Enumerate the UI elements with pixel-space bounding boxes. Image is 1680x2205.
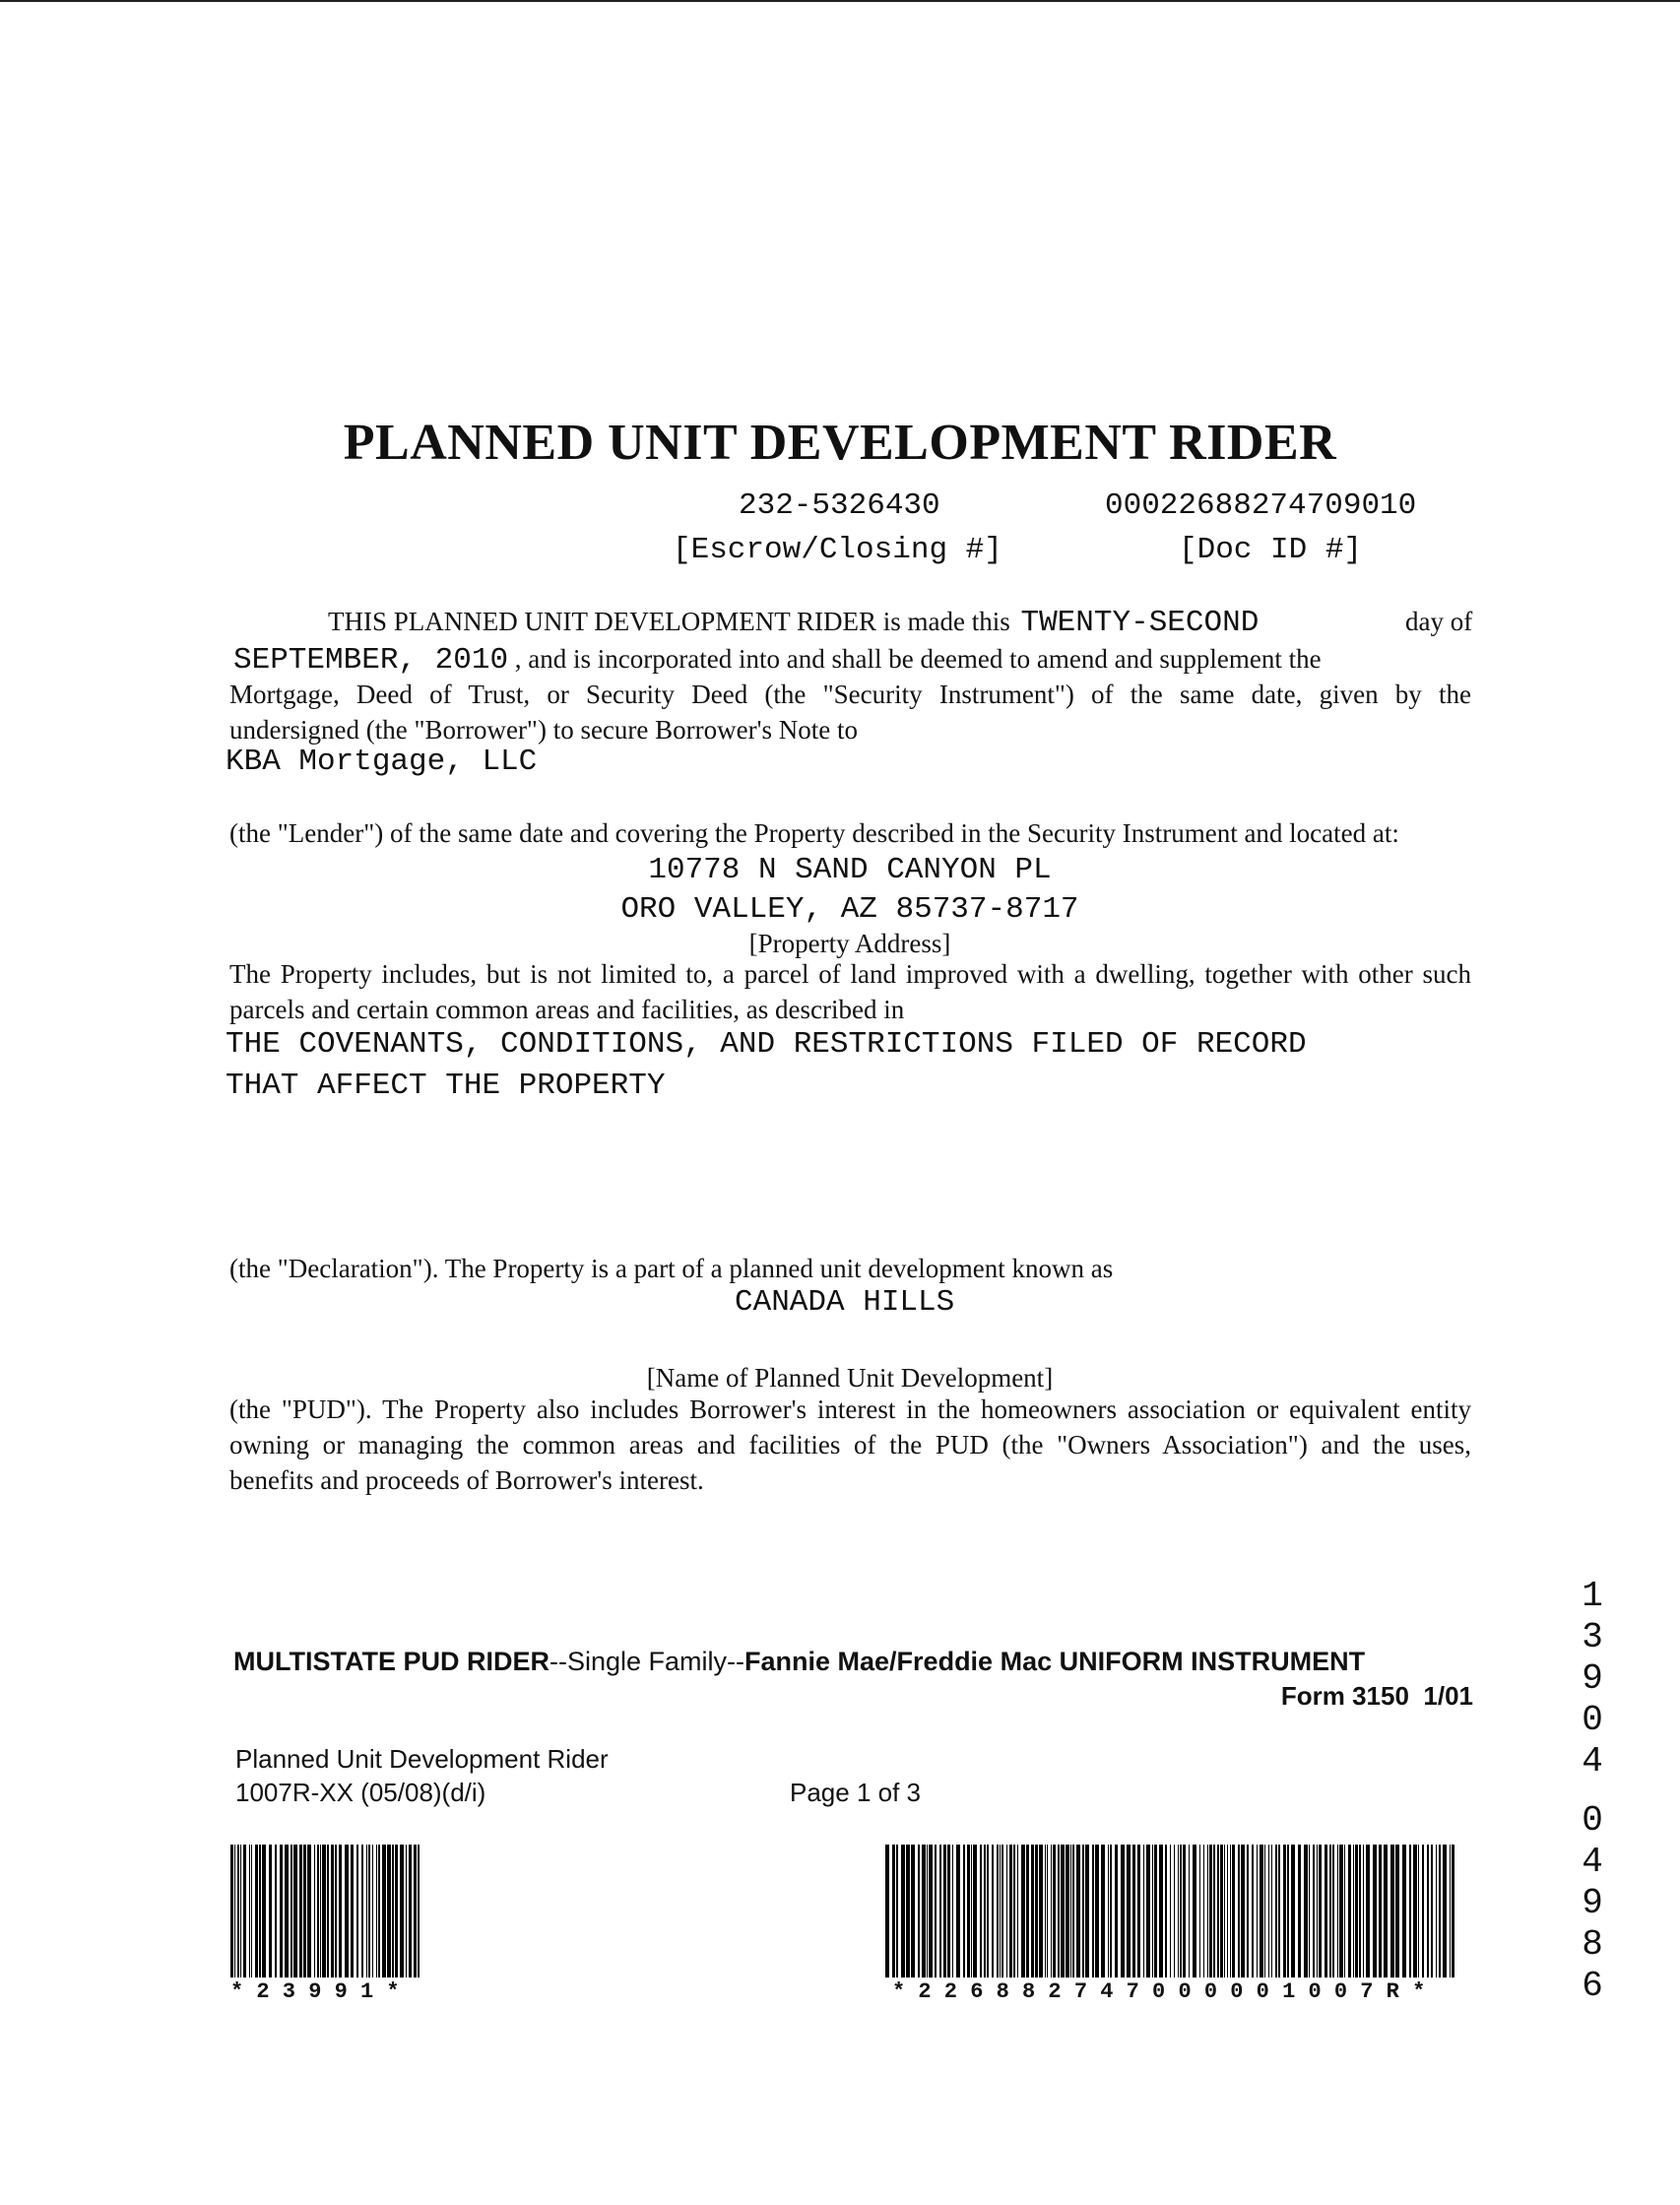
barcode-bar <box>1220 1845 1223 1978</box>
barcode-bar <box>1390 1845 1394 1978</box>
property-address-label: [Property Address] <box>748 929 951 958</box>
barcode-bar <box>262 1845 266 1978</box>
barcode-bar <box>392 1845 394 1978</box>
barcode-bar <box>1271 1845 1272 1978</box>
barcode-bar <box>1127 1845 1131 1978</box>
pud-name: CANADA HILLS <box>735 1285 955 1320</box>
barcode-bar <box>1443 1845 1447 1978</box>
barcode-bar <box>896 1845 898 1978</box>
barcode-bar <box>1339 1845 1343 1978</box>
barcode-bar <box>1165 1845 1167 1978</box>
barcode-bar <box>1264 1845 1265 1978</box>
barcode-bar <box>406 1845 407 1978</box>
barcode-bar <box>1436 1845 1437 1978</box>
barcode-bar <box>1353 1845 1354 1978</box>
barcode-bar <box>378 1845 380 1978</box>
barcode-bar <box>1146 1845 1150 1978</box>
barcode-left <box>230 1845 420 1978</box>
side-stamp-digit <box>1578 1783 1607 1800</box>
barcode-bar <box>1108 1845 1109 1978</box>
barcode-bar <box>1058 1845 1060 1978</box>
barcode-bar <box>1076 1845 1080 1978</box>
barcode-bar <box>351 1845 354 1978</box>
barcode-bar <box>1115 1845 1118 1978</box>
barcode-bar <box>1143 1845 1144 1978</box>
rider-normal: --Single Family-- <box>549 1647 745 1676</box>
barcode-bar <box>414 1845 417 1978</box>
barcode-bar <box>1366 1845 1370 1978</box>
barcode-bar <box>1039 1845 1043 1978</box>
document-title: PLANNED UNIT DEVELOPMENT RIDER <box>343 415 1337 471</box>
barcode-bar <box>992 1845 994 1978</box>
barcode-bar <box>1095 1845 1099 1978</box>
barcode-bar <box>293 1845 297 1978</box>
barcode-bar <box>1319 1845 1322 1978</box>
rider-title-line <box>233 1647 1365 1677</box>
barcode-bar <box>939 1845 941 1978</box>
barcode-bar <box>339 1845 342 1978</box>
intro-part3: , and is incorporated into and shall be deemed to amend and supplement the <box>514 644 1322 674</box>
barcode-bar <box>243 1845 246 1978</box>
side-stamp-digit: 8 <box>1582 1924 1603 1965</box>
barcode-right-text: * 2 2 6 8 8 2 7 4 7 0 0 0 0 0 1 0 0 7 R * <box>892 1979 1426 2004</box>
barcode-bar <box>997 1845 999 1978</box>
barcode-bar <box>1257 1845 1258 1978</box>
barcode-bar <box>967 1845 970 1978</box>
barcode-bar <box>1047 1845 1048 1978</box>
barcode-bar <box>322 1845 326 1978</box>
barcode-bar <box>1159 1845 1163 1978</box>
barcode-bar <box>987 1845 989 1978</box>
barcode-bar <box>320 1845 321 1978</box>
barcode-bar <box>275 1845 277 1978</box>
barcode-bar <box>980 1845 982 1978</box>
barcode-bar <box>1384 1845 1388 1978</box>
barcode-bar <box>1053 1845 1056 1978</box>
barcode-bar <box>1178 1845 1179 1978</box>
declaration-line2: THAT AFFECT THE PROPERTY <box>226 1069 666 1103</box>
barcode-bar <box>947 1845 950 1978</box>
barcode-bar <box>1230 1845 1231 1978</box>
barcode-bar <box>314 1845 315 1978</box>
barcode-bar <box>1309 1845 1310 1978</box>
barcode-bar <box>929 1845 933 1978</box>
barcode-bar <box>1232 1845 1235 1978</box>
barcode-bar <box>382 1845 386 1978</box>
side-stamp-digit: 6 <box>1582 1966 1603 2006</box>
barcode-bar <box>1035 1845 1038 1978</box>
barcode-bar <box>1045 1845 1046 1978</box>
barcode-bar <box>1291 1845 1295 1978</box>
barcode-bar <box>327 1845 329 1978</box>
intro-line2 <box>233 641 1471 679</box>
property-address-line1: 10778 N SAND CANYON PL <box>648 853 1052 887</box>
barcode-bar <box>387 1845 391 1978</box>
property-address-line2: ORO VALLEY, AZ 85737-8717 <box>620 892 1079 927</box>
barcode-bar <box>269 1845 272 1978</box>
side-stamp-digit: 1 <box>1582 1576 1603 1616</box>
barcode-bar <box>1031 1845 1034 1978</box>
side-stamp-digit: 9 <box>1582 1658 1603 1699</box>
barcode-bar <box>1174 1845 1175 1978</box>
barcode-bar <box>935 1845 937 1978</box>
barcode-bar <box>1002 1845 1003 1978</box>
barcode-bar <box>303 1845 306 1978</box>
scan-top-border <box>0 0 1680 2</box>
barcode-bar <box>1072 1845 1074 1978</box>
doc-id-number: 00022688274709010 <box>1105 488 1417 523</box>
barcode-bar <box>1268 1845 1269 1978</box>
barcode-bar <box>911 1845 915 1978</box>
barcode-bar <box>400 1845 404 1978</box>
barcode-bar <box>1085 1845 1089 1978</box>
barcode-bar <box>1137 1845 1140 1978</box>
barcode-bar <box>1213 1845 1215 1978</box>
barcode-bar <box>1238 1845 1240 1978</box>
barcode-bar <box>1332 1845 1334 1978</box>
barcode-bar <box>409 1845 412 1978</box>
intro-part1: THIS PLANNED UNIT DEVELOPMENT RIDER is made this <box>328 607 1010 636</box>
pud-line2: owning or managing the common areas and facilities of the PUD (the "Owners Association") and the uses, <box>229 1430 1471 1459</box>
barcode-bar <box>280 1845 283 1978</box>
barcode-bar <box>1121 1845 1125 1978</box>
barcode-bar <box>251 1845 252 1978</box>
barcode-bar <box>927 1845 928 1978</box>
barcode-bar <box>963 1845 965 1978</box>
side-stamp-digit: 4 <box>1582 1741 1603 1782</box>
rider-bold2: Fannie Mae/Freddie Mac UNIFORM INSTRUMENT <box>744 1647 1366 1676</box>
barcode-bar <box>395 1845 398 1978</box>
barcode-bar <box>1183 1845 1186 1978</box>
pud-line1: (the "PUD"). The Property also includes Borrower's interest in the homeowners association or equivalent entity <box>229 1394 1471 1424</box>
barcode-bar <box>1313 1845 1315 1978</box>
barcode-bar <box>885 1845 889 1978</box>
side-stamp-digit: 0 <box>1582 1700 1603 1740</box>
barcode-bar <box>1379 1845 1382 1978</box>
barcode-bar <box>1409 1845 1411 1978</box>
barcode-bar <box>1431 1845 1433 1978</box>
lender-clause: (the "Lender") of the same date and covering the Property described in the Security Instrument and located at: <box>229 818 1399 848</box>
barcode-bar <box>418 1845 420 1978</box>
side-stamp-digit: 4 <box>1582 1842 1603 1882</box>
barcode-bar <box>1452 1845 1454 1978</box>
barcode-bar <box>1189 1845 1190 1978</box>
barcode-bar <box>1344 1845 1345 1978</box>
barcode-bar <box>1013 1845 1015 1978</box>
barcode-bar <box>1278 1845 1280 1978</box>
barcode-bar <box>372 1845 373 1978</box>
pud-clause: (the "Declaration"). The Property is a part of a planned unit development known as <box>229 1254 1114 1283</box>
barcode-bar <box>943 1845 946 1978</box>
page-label: Page 1 of 3 <box>790 1778 921 1807</box>
barcode-bar <box>361 1845 363 1978</box>
doc-id-label: [Doc ID #] <box>1179 533 1363 567</box>
barcode-bar <box>901 1845 905 1978</box>
intro-month-year: SEPTEMBER, 2010 <box>233 643 509 678</box>
barcode-bar <box>1066 1845 1069 1978</box>
barcode-bar <box>892 1845 895 1978</box>
barcode-bar <box>1439 1845 1441 1978</box>
barcode-bar <box>1017 1845 1018 1978</box>
barcode-bar <box>1021 1845 1025 1978</box>
barcode-bar <box>973 1845 977 1978</box>
barcode-bar <box>1224 1845 1225 1978</box>
barcode-bar <box>1203 1845 1204 1978</box>
declaration-line1: THE COVENANTS, CONDITIONS, AND RESTRICTIONS FILED OF RECORD <box>226 1027 1307 1062</box>
barcode-bar <box>1070 1845 1071 1978</box>
barcode-bar <box>922 1845 926 1978</box>
barcode-bar <box>1199 1845 1200 1978</box>
side-stamp-digit: 3 <box>1582 1617 1603 1657</box>
barcode-bar <box>237 1845 239 1978</box>
side-stamp-number <box>1578 1576 1613 2007</box>
barcode-bar <box>1241 1845 1245 1978</box>
barcode-bar <box>1283 1845 1286 1978</box>
barcode-bar <box>1217 1845 1219 1978</box>
barcode-bar <box>345 1845 349 1978</box>
barcode-right <box>885 1845 1456 1978</box>
side-stamp-digit: 0 <box>1582 1800 1603 1841</box>
intro-line4: undersigned (the "Borrower") to secure Borrower's Note to <box>229 715 858 745</box>
barcode-bar <box>234 1845 235 1978</box>
barcode-bar <box>1450 1845 1451 1978</box>
barcode-bar <box>1132 1845 1135 1978</box>
barcode-bar <box>1180 1845 1182 1978</box>
barcode-bar <box>1329 1845 1331 1978</box>
barcode-bar <box>1051 1845 1052 1978</box>
barcode-bar <box>1101 1845 1105 1978</box>
barcode-bar <box>1082 1845 1084 1978</box>
intro-line3: Mortgage, Deed of Trust, or Security Deed (the "Security Instrument") of the same date, given by the <box>229 680 1471 709</box>
barcode-bar <box>1260 1845 1263 1978</box>
barcode-bar <box>1373 1845 1377 1978</box>
barcode-bar <box>230 1845 233 1978</box>
barcode-bar <box>356 1845 358 1978</box>
barcode-bar <box>1402 1845 1406 1978</box>
intro-day-of: day of <box>1405 607 1473 636</box>
property-includes-line1: The Property includes, but is not limited to, a parcel of land improved with a dwelling, together with other such <box>229 959 1471 989</box>
barcode-bar <box>984 1845 986 1978</box>
barcode-bar <box>1154 1845 1157 1978</box>
barcode-bar <box>1252 1845 1254 1978</box>
barcode-bar <box>1304 1845 1308 1978</box>
side-stamp-digit: 9 <box>1582 1883 1603 1923</box>
property-includes-line2: parcels and certain common areas and facilities, as described in <box>229 995 905 1024</box>
barcode-bar <box>291 1845 292 1978</box>
barcode-bar <box>1359 1845 1361 1978</box>
barcode-bar <box>335 1845 337 1978</box>
barcode-bar <box>1418 1845 1419 1978</box>
rider-bold1: MULTISTATE PUD RIDER <box>233 1647 549 1676</box>
barcode-bar <box>299 1845 302 1978</box>
barcode-bar <box>1355 1845 1358 1978</box>
pud-name-label: [Name of Planned Unit Development] <box>646 1363 1054 1393</box>
barcode-left-text: * 2 3 9 9 1 * <box>230 1979 400 2004</box>
barcode-bar <box>1110 1845 1112 1978</box>
barcode-bar <box>1227 1845 1228 1978</box>
barcode-bar <box>376 1845 377 1978</box>
barcode-bar <box>971 1845 972 1978</box>
barcode-bar <box>1152 1845 1153 1978</box>
intro-line1 <box>328 604 1259 641</box>
barcode-bar <box>366 1845 367 1978</box>
barcode-bar <box>1006 1845 1007 1978</box>
barcode-bar <box>1092 1845 1094 1978</box>
barcode-bar <box>1207 1845 1208 1978</box>
barcode-bar <box>1348 1845 1351 1978</box>
barcode-bar <box>307 1845 311 1978</box>
barcode-bar <box>255 1845 258 1978</box>
barcode-bar <box>1427 1845 1429 1978</box>
escrow-number: 232-5326430 <box>739 488 940 523</box>
barcode-bar <box>1275 1845 1277 1978</box>
barcode-bar <box>1009 1845 1012 1978</box>
barcode-bar <box>956 1845 960 1978</box>
barcode-bar <box>952 1845 953 1978</box>
barcode-bar <box>240 1845 241 1978</box>
form-code: 1007R-XX (05/08)(d/i) <box>235 1778 486 1807</box>
barcode-bar <box>1413 1845 1417 1978</box>
barcode-bar <box>285 1845 289 1978</box>
barcode-bar <box>1298 1845 1301 1978</box>
intro-day: TWENTY-SECOND <box>1020 606 1260 640</box>
barcode-bar <box>1317 1845 1318 1978</box>
barcode-bar <box>249 1845 250 1978</box>
barcode-bar <box>259 1845 261 1978</box>
barcode-bar <box>1209 1845 1212 1978</box>
barcode-bar <box>1000 1845 1001 1978</box>
escrow-label: [Escrow/Closing #] <box>673 533 1002 567</box>
lender-name: KBA Mortgage, LLC <box>226 745 538 779</box>
barcode-bar <box>1395 1845 1399 1978</box>
form-name: Planned Unit Development Rider <box>235 1744 609 1774</box>
pud-line3: benefits and proceeds of Borrower's interest. <box>229 1465 704 1495</box>
barcode-bar <box>906 1845 910 1978</box>
barcode-bar <box>1026 1845 1029 1978</box>
barcode-bar <box>1287 1845 1289 1978</box>
barcode-bar <box>331 1845 334 1978</box>
form-number: Form 3150 1/01 <box>1280 1681 1473 1711</box>
barcode-bar <box>1422 1845 1424 1978</box>
barcode-bar <box>918 1845 920 1978</box>
barcode-bar <box>317 1845 319 1978</box>
barcode-bar <box>1193 1845 1196 1978</box>
barcode-bar <box>1170 1845 1171 1978</box>
barcode-bar <box>1337 1845 1338 1978</box>
barcode-bar <box>1325 1845 1327 1978</box>
barcode-bar <box>1247 1845 1249 1978</box>
barcode-bar <box>1061 1845 1065 1978</box>
barcode-bar <box>1363 1845 1364 1978</box>
barcode-bar <box>368 1845 370 1978</box>
